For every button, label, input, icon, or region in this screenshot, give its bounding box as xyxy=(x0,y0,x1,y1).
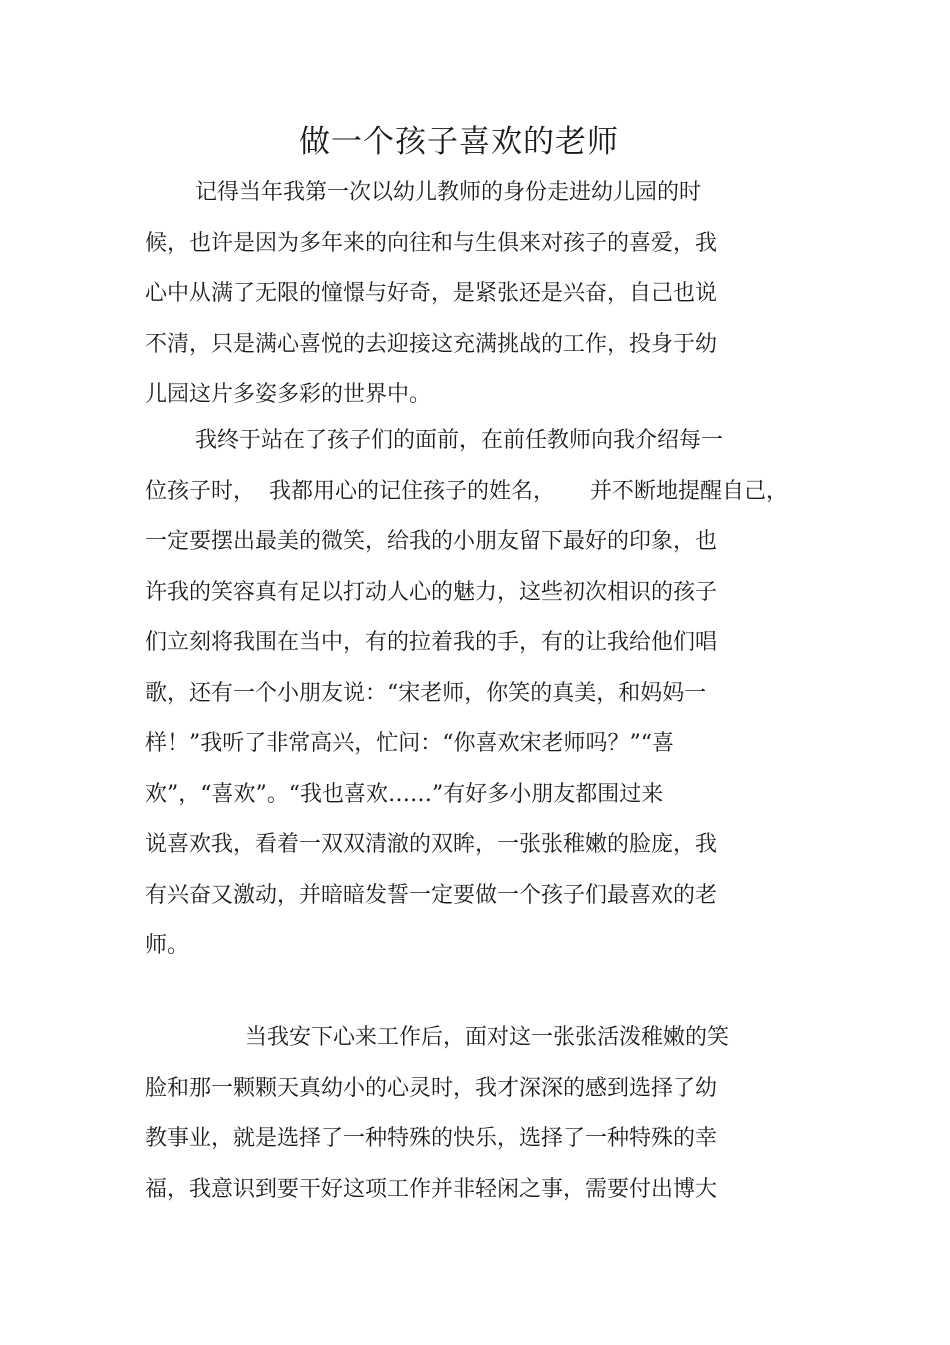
paragraph-3 xyxy=(145,1020,785,1222)
text-line: 欢”，“喜欢”。“我也喜欢……”有好多小朋友都围过来 xyxy=(145,781,664,807)
text-line: 说喜欢我，看着一双双清澈的双眸，一张张稚嫩的脸庞，我 xyxy=(145,832,718,857)
text-line: 儿园这片多姿多彩的世界中。 xyxy=(145,382,432,407)
document-title: 做一个孩子喜欢的老师 xyxy=(299,124,619,160)
text-line: 许我的笑容真有足以打动人心的魅力，这些初次相识的孩子 xyxy=(145,579,718,605)
text-line: 候，也许是因为多年来的向往和与生俱来对孩子的喜爱，我 xyxy=(145,230,718,256)
text-line: 歌，还有一个小朋友说：“宋老师，你笑的真美，和妈妈一 xyxy=(145,680,707,706)
text-line: 师。 xyxy=(145,933,190,958)
text-line: 心中从满了无限的憧憬与好奇，是紧张还是兴奋，自己也说 xyxy=(145,281,718,306)
text-line: 福，我意识到要干好这项工作并非轻闲之事，需要付出博大 xyxy=(145,1176,718,1202)
paragraph-2 xyxy=(145,423,788,979)
paragraph-1 xyxy=(145,175,785,428)
text-line: 有兴奋又激动，并暗暗发誓一定要做一个孩子们最喜欢的老 xyxy=(145,882,718,908)
text-line: 位孩子时， 我都用心的记住孩子的姓名， 并不断地提醒自己， xyxy=(145,478,788,504)
text-line: 们立刻将我围在当中，有的拉着我的手，有的让我给他们唱 xyxy=(145,630,718,655)
text-line: 我终于站在了孩子们的面前，在前任教师向我介绍每一 xyxy=(195,428,724,453)
text-line: 教事业，就是选择了一种特殊的快乐，选择了一种特殊的幸 xyxy=(145,1126,718,1151)
text-line: 样！”我听了非常高兴，忙问：“你喜欢宋老师吗？”“喜 xyxy=(145,731,674,756)
text-line: 一定要摆出最美的微笑，给我的小朋友留下最好的印象，也 xyxy=(145,529,718,554)
text-line: 记得当年我第一次以幼儿教师的身份走进幼儿园的时 xyxy=(195,180,702,205)
text-line: 不清，只是满心喜悦的去迎接这充满挑战的工作，投身于幼 xyxy=(145,331,718,357)
text-line: 当我安下心来工作后，面对这一张张活泼稚嫩的笑 xyxy=(245,1025,730,1050)
text-line: 脸和那一颗颗天真幼小的心灵时，我才深深的感到选择了幼 xyxy=(145,1075,718,1101)
